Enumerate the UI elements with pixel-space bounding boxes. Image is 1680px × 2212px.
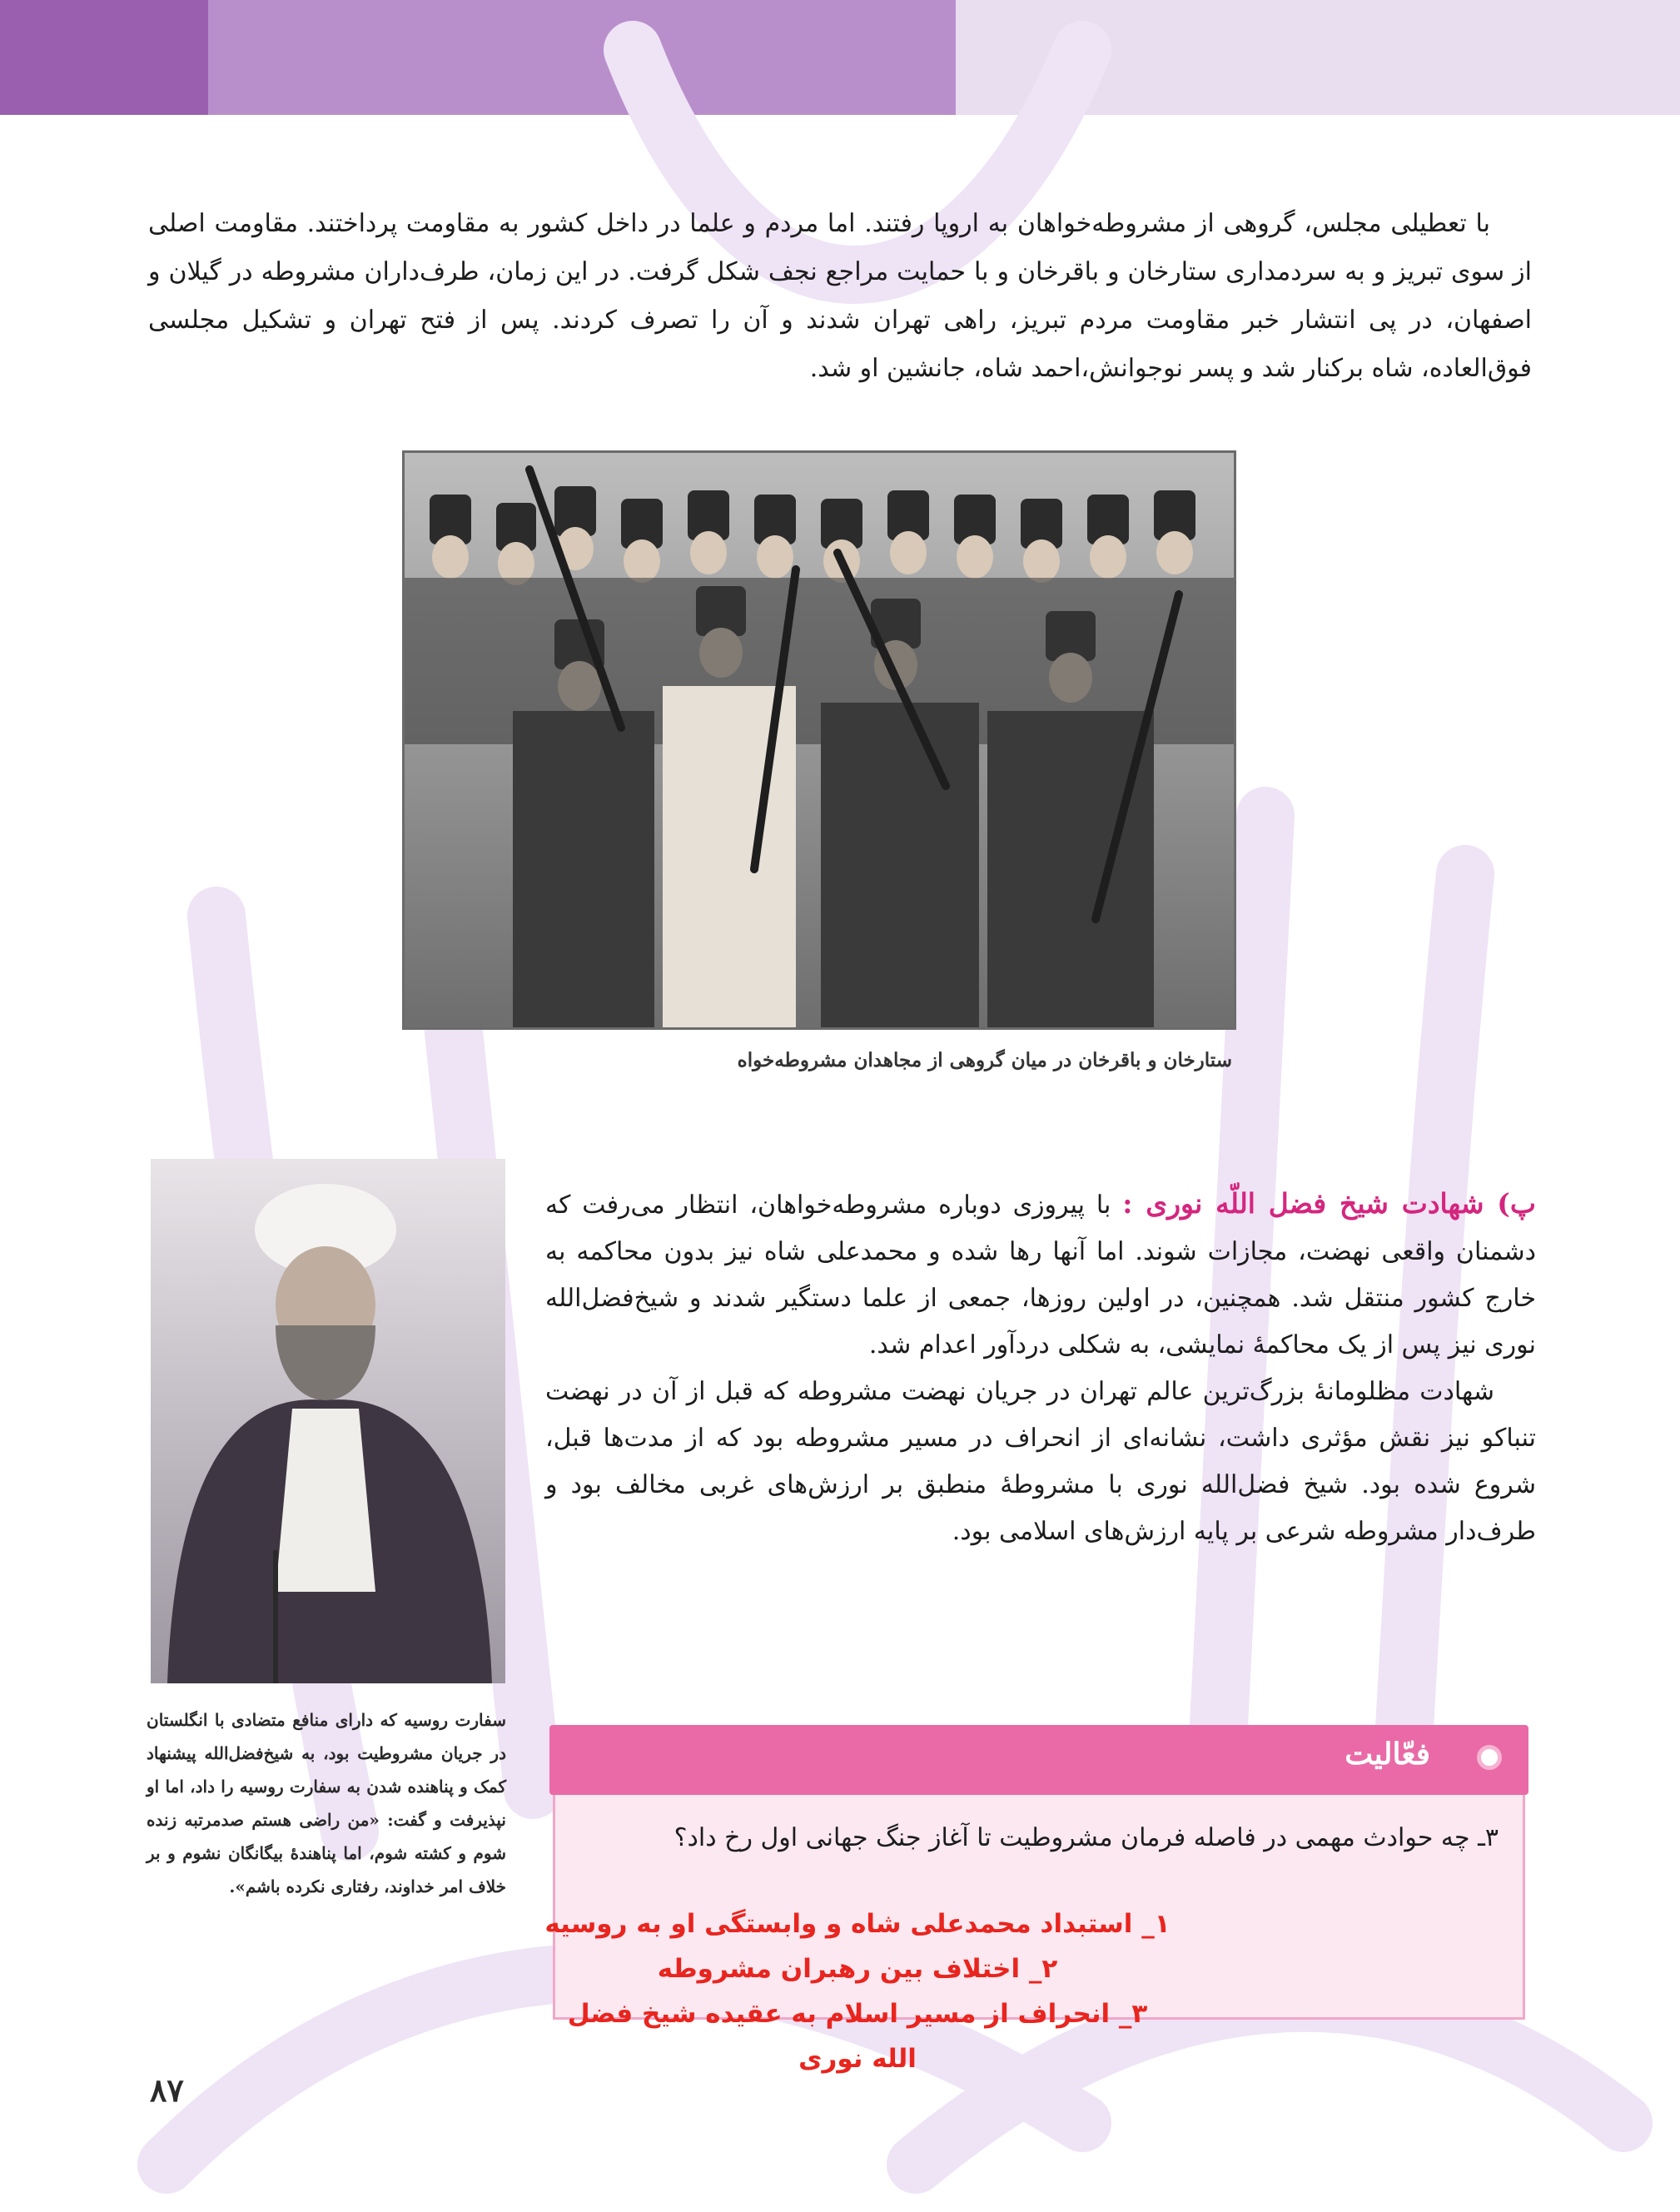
group-photo-caption: ستارخان و باقرخان در میان گروهی از مجاهدان مشروطه‌خواه <box>737 1049 1232 1071</box>
answer-line: ۱_ استبداد محمدعلی شاه و وابستگی او به روسیه <box>544 1909 1171 1939</box>
answer-line: الله نوری <box>798 2044 917 2074</box>
section-sheikh-fazlollah <box>545 1181 1536 1555</box>
side-note: سفارت روسیه که دارای منافع متضادی با انگلستان در جریان مشروطیت بود، به شیخ‌فضل‌الله پیشنهاد کمک و پناهنده شدن به سفارت روسیه را داد، اما او نپذیرفت و گفت: «من راضی هستم صدمرتبه زنده شوم و کشته شوم، اما پناهندهٔ بیگانگان نشوم و بر خلاف امر خداوند، رفتاری نکرده باشم». <box>147 1710 506 1896</box>
top-header-bar <box>0 0 1680 115</box>
page-number: ۸۷ <box>150 2071 184 2109</box>
answer-line: ۳_ انحراف از مسیر اسلام به عقیده شیخ فضل <box>567 1999 1148 2029</box>
header-segment-light <box>956 0 1680 115</box>
handwritten-answers <box>500 1901 1215 2081</box>
intro-paragraph-text: با تعطیلی مجلس، گروهی از مشروطه‌خواهان به اروپا رفتند. اما مردم و علما در داخل کشور به مقاومت پرداختند. مقاومت اصلی از سوی تبریز و به سردمداری ستارخان و باقرخان و با حمایت مراجع نجف شکل گرفت. در این زمان، طرف‌داران مشروطه در گیلان و اصفهان، در پی انتشار خبر مقاومت مردم تبریز، راهی تهران شدند و آن را تصرف کردند. پس از فتح تهران و تشکیل مجلسی فوق‌العاده، شاه برکنار شد و پسر نوجوانش،احمد شاه، جانشین او شد. <box>148 209 1532 383</box>
group-photo-image <box>405 453 1234 1027</box>
section-paragraph-1-text: با پیروزی دوباره مشروطه‌خواهان، انتظار می‌رفت که دشمنان واقعی نهضت، مجازات شوند. اما آنها رها شده و محمدعلی شاه نیز بدون محاکمه به خارج کشور منتقل شد. همچنین، در اولین روزها، جمعی از علما دستگیر شدند و شیخ‌فضل‌الله نوری نیز پس از یک محاکمهٔ نمایشی، به شکلی دردآور اعدام شد. <box>545 1191 1536 1360</box>
activity-question: ۳ـ چه حوادث مهمی در فاصله فرمان مشروطیت تا آغاز جنگ جهانی اول رخ داد؟ <box>673 1823 1499 1852</box>
answer-line: ۲_ اختلاف بین رهبران مشروطه <box>657 1954 1058 1984</box>
portrait-sheikh-fazlollah <box>151 1159 505 1683</box>
section-paragraph-2: شهادت مظلومانهٔ بزرگ‌ترین عالم تهران در جریان نهضت مشروطه که قبل از آن در نهضت تنباکو نیز نقش مؤثری داشت، نشانه‌ای از انحراف در مسیر مشروطه بود که از مدت‌ها قبل، شروع شده بود. شیخ فضل‌الله نوری با مشروطهٔ منطبق بر ارزش‌های غربی مخالف بود و طرف‌دار مشروطه شرعی بر پایه ارزش‌های اسلامی بود. <box>545 1377 1536 1546</box>
section-heading: پ) شهادت شیخ فضل اللّه نوری : <box>1122 1187 1536 1220</box>
activity-bullet-icon <box>1477 1745 1502 1770</box>
group-photo-mojahedan <box>402 450 1236 1030</box>
portrait-image <box>151 1159 505 1683</box>
header-segment-mid <box>208 0 956 115</box>
activity-title: فعّالیت <box>1344 1737 1430 1772</box>
activity-header <box>549 1725 1528 1795</box>
intro-paragraph <box>148 200 1532 393</box>
header-segment-dark <box>0 0 208 115</box>
section-paragraph-1 <box>545 1181 1536 1369</box>
